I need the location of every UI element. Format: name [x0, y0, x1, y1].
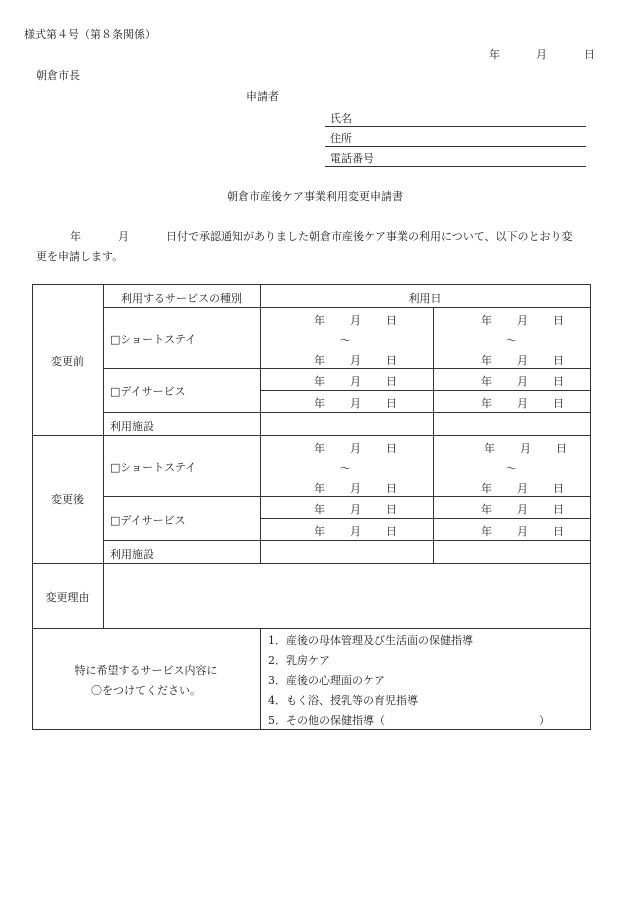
document-title: 朝倉市産後ケア事業利用変更申請書	[227, 190, 403, 203]
body-line2: 更を申請します。	[36, 250, 124, 263]
grid-line	[103, 307, 591, 308]
before-facility-label: 利用施設	[110, 420, 154, 433]
after-label: 変更後	[51, 493, 84, 506]
wish-option-3[interactable]: 3．産後の心理面のケア	[268, 674, 385, 687]
grid-line	[103, 368, 591, 369]
body-month: 月	[118, 230, 129, 243]
body-year: 年	[70, 230, 81, 243]
header-date-year: 年	[489, 48, 500, 61]
applicant-phone-label: 電話番号	[330, 152, 374, 165]
addressee: 朝倉市長	[36, 69, 80, 82]
applicant-address-underline	[325, 146, 586, 147]
after-day-service-checkbox[interactable]: □デイサービス	[110, 514, 186, 527]
date-range-tilde: ～	[340, 334, 351, 347]
before-short-stay-checkbox[interactable]: □ショートステイ	[110, 333, 197, 346]
grid-line	[32, 435, 591, 436]
grid-line	[32, 729, 591, 730]
grid-line	[32, 563, 591, 564]
col-header-date: 利用日	[408, 292, 442, 305]
grid-line	[103, 284, 104, 628]
wish-option-2[interactable]: 2．乳房ケア	[268, 654, 330, 667]
grid-line	[260, 518, 591, 519]
grid-line	[260, 284, 261, 563]
before-label: 変更前	[51, 355, 84, 368]
wish-label-line2: 〇をつけてください。	[91, 684, 201, 697]
before-day-service-checkbox[interactable]: □デイサービス	[110, 385, 186, 398]
applicant-label: 申請者	[246, 90, 279, 103]
grid-line	[260, 390, 591, 391]
grid-line	[260, 628, 261, 729]
grid-line	[433, 307, 434, 563]
wish-option-4[interactable]: 4．もく浴、授乳等の育児指導	[268, 694, 418, 707]
grid-line	[32, 284, 591, 285]
header-date-day: 日	[584, 48, 595, 61]
grid-line	[103, 540, 591, 541]
applicant-name-label: 氏名	[330, 112, 352, 125]
date-range-tilde: ～	[506, 334, 517, 347]
grid-line	[103, 496, 591, 497]
reason-label: 変更理由	[45, 591, 90, 604]
grid-line	[103, 412, 591, 413]
date-range-tilde: ～	[506, 462, 517, 475]
applicant-name-underline	[325, 126, 586, 127]
header-date-month: 月	[536, 48, 547, 61]
form-number: 様式第４号（第８条関係）	[24, 28, 156, 41]
applicant-address-label: 住所	[330, 132, 352, 145]
after-short-stay-checkbox[interactable]: □ショートステイ	[110, 461, 197, 474]
date-range-tilde: ～	[340, 462, 351, 475]
wish-option-1[interactable]: 1．産後の母体管理及び生活面の保健指導	[268, 634, 473, 647]
grid-line	[32, 628, 591, 629]
wish-option-5[interactable]: 5．その他の保健指導（ ）	[268, 714, 550, 727]
wish-label-line1: 特に希望するサービス内容に	[74, 664, 218, 677]
col-header-service: 利用するサービスの種別	[121, 292, 242, 305]
after-facility-label: 利用施設	[110, 548, 154, 561]
body-line1: 日付で承認通知がありました朝倉市産後ケア事業の利用について、以下のとおり変	[166, 230, 573, 243]
grid-line	[590, 284, 591, 729]
applicant-phone-underline	[325, 166, 586, 167]
